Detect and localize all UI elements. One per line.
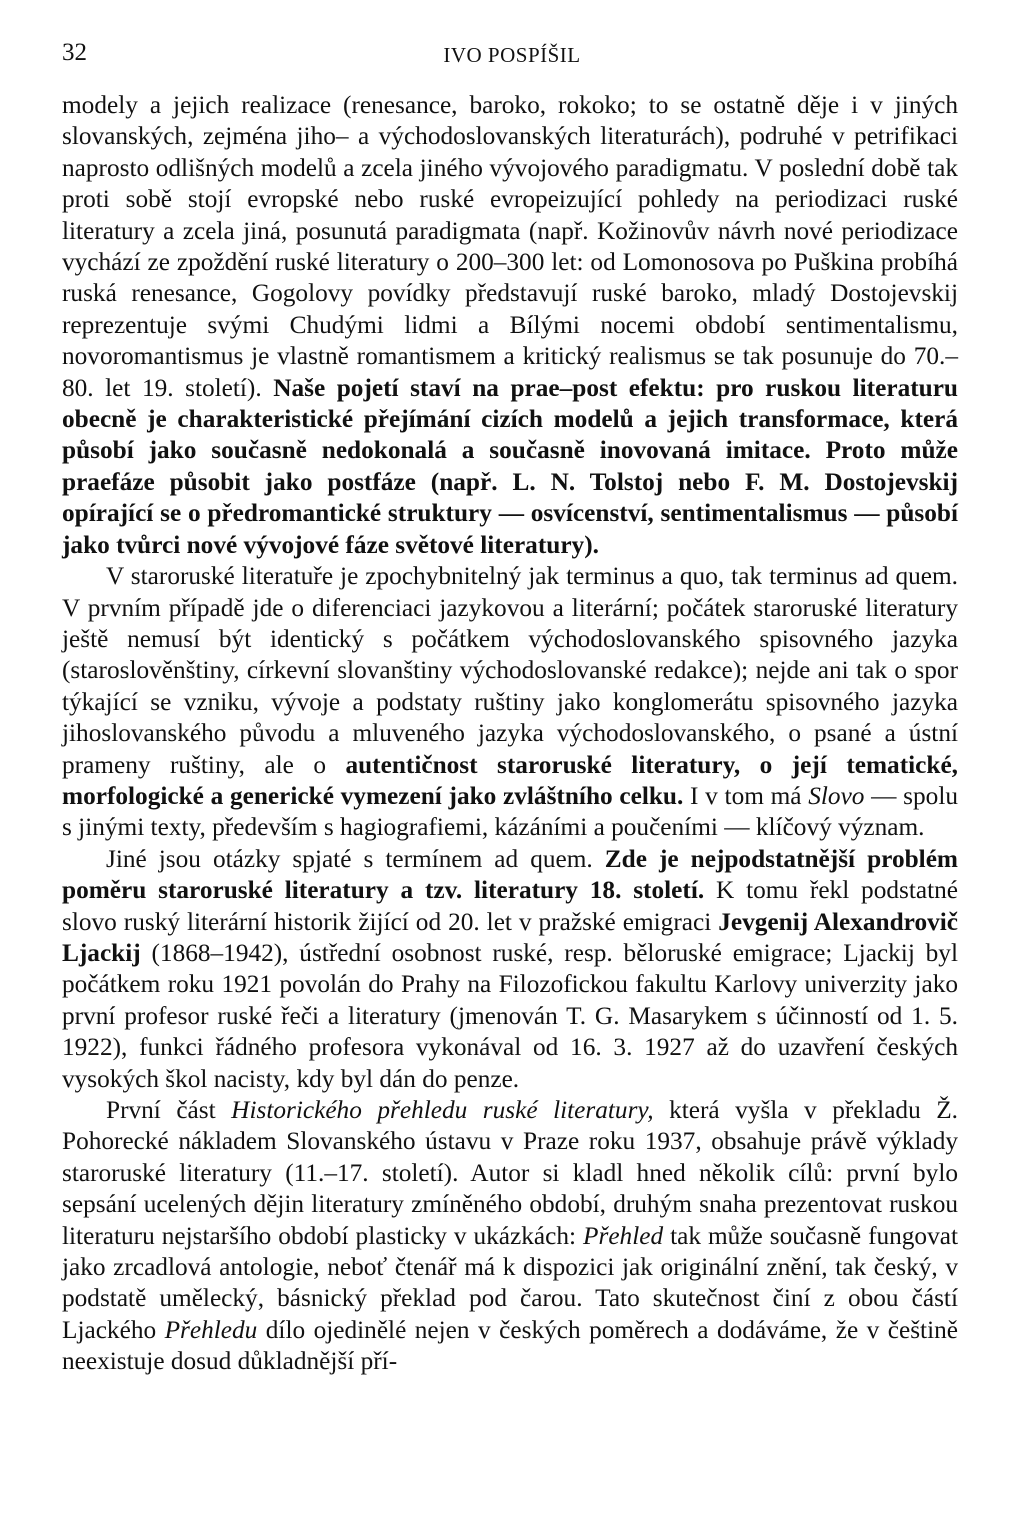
- italic-text-run: Přehledu: [164, 1315, 258, 1344]
- bold-text-run: Naše pojetí staví na prae–post efektu: pro ruskou literaturu obecně je charakteristické přejímání cizích modelů a jejich transformace, která působí jako současně nedokonalá a současně inovovaná imitace. Proto může praefáze působit jako postfáze (např. L. N. Tolstoj nebo F. M. Dostojevskij opírající se o předromantické struktury — osvícenství, sentimentalismus — působí jako tvůrci nové vývojové fáze světové literatury).: [62, 373, 959, 559]
- italic-text-run: Přehled: [583, 1221, 664, 1250]
- bold-text-run: Zde je nejpodstatnější problém poměru staroruské literatury a tzv. literatury 18. století.: [62, 844, 958, 905]
- italic-text-run: Historického přehledu ruské literatury,: [231, 1096, 654, 1124]
- text-run: modely a jejich realizace (renesance, baroko, rokoko; to se ostatně děje i v jiných slovanských, zejména jiho– a východoslovanských literaturách), podruhé v petrifikaci naprosto odlišných modelů a zcela jiného vývojového paradigmatu. V poslední době tak proti sobě stojí evropské nebo ruské evropeizující pohledy na periodizaci ruské literatury a zcela jiná, posunutá paradigmata (např. Kožinovův návrh nové periodizace vychází ze zpoždění ruské literatury o 200–300 let: od Lomonosova po Puškina probíhá ruská renesance, Gogolovy povídky představují ruské baroko, mladý Dostojevskij reprezentuje svými Chudými lidmi a Bílými nocemi období sentimentalismu, novoromantismus je vlastně romantismem a kritický realismus se tak posunuje do 70.–80. let 19. století).: [62, 91, 958, 402]
- text-run: I v tom má: [683, 781, 809, 810]
- text-run: K tomu řekl podstatné slovo ruský literární historik žijící od 20. let v pražské emigraci: [62, 876, 958, 936]
- page-number: 32: [62, 39, 87, 66]
- running-head: IVO POSPÍŠIL: [443, 43, 581, 67]
- text-run: tak může současně fungovat jako zrcadlová antologie, neboť čtenář má k dispozici jak originální znění, tak český, v podstatě umělecký, básnický překlad pod čarou. Tato skutečnost činí z obou částí Ljackého: [62, 1221, 958, 1344]
- paragraph-4: [62, 1095, 958, 1378]
- paragraph-2: [62, 561, 958, 844]
- text-run: která vyšla v překladu Ž. Pohorecké nákladem Slovanského ústavu v Praze roku 1937, obsahuje právě výklady staroruské literatury (11.–17. století). Autor si kladl hned několik cílů: první bylo sepsání ucelených dějin literatury zmíněného období, druhým snaha prezentovat ruskou literaturu nejstaršího období plasticky v ukázkách:: [62, 1096, 959, 1250]
- body-text: [62, 90, 958, 1378]
- text-run: (1868–1942), ústřední osobnost ruské, resp. běloruské emigrace; Ljackij byl počátkem roku 1921 povolán do Prahy na Filozofickou fakultu Karlovy univerzity jako první profesor ruské řeči a literatury (jmenován T. G. Masarykem s účinností od 1. 5. 1922), funkci řádného profesora vykonával od 16. 3. 1927 až do uzavření českých vysokých škol nacisty, kdy byl dán do penze.: [62, 938, 958, 1093]
- paragraph-3: [62, 844, 958, 1095]
- text-run: — spolu s jinými texty, především s hagiografiemi, kázáními a poučeními — klíčový význam.: [62, 781, 959, 842]
- italic-text-run: Slovo: [808, 781, 865, 810]
- text-run: První část: [106, 1096, 232, 1124]
- text-run: dílo ojedinělé nejen v českých poměrech a dodáváme, že v češtině neexistuje dosud důkladnější pří-: [62, 1315, 958, 1376]
- text-run: Jiné jsou otázky spjaté s termínem ad quem.: [106, 844, 605, 873]
- page-header: [62, 38, 962, 78]
- bold-text-run: Jevgenij Alexandrovič Ljackij: [62, 907, 958, 967]
- bold-text-run: autentičnost staroruské literatury, o její tematické, morfologické a generické vymezení jako zvláštního celku.: [62, 750, 958, 810]
- paragraph-1: [62, 90, 958, 561]
- text-run: V staroruské literatuře je zpochybnitelný jak terminus a quo, tak terminus ad quem. V prvním případě jde o diferenciaci jazykovou a literární; počátek staroruské literatury ještě nemusí být identický s počátkem východoslovanského spisovného jazyka (staroslověnštiny, církevní slovanštiny východoslovanské redakce); nejde ani tak o spor týkající se vzniku, vývoje a podstaty ruštiny jako konglomerátu spisovného jazyka jihoslovanského původu a mluveného jazyka východoslovanského, o psané a ústní prameny ruštiny, ale o: [62, 562, 958, 779]
